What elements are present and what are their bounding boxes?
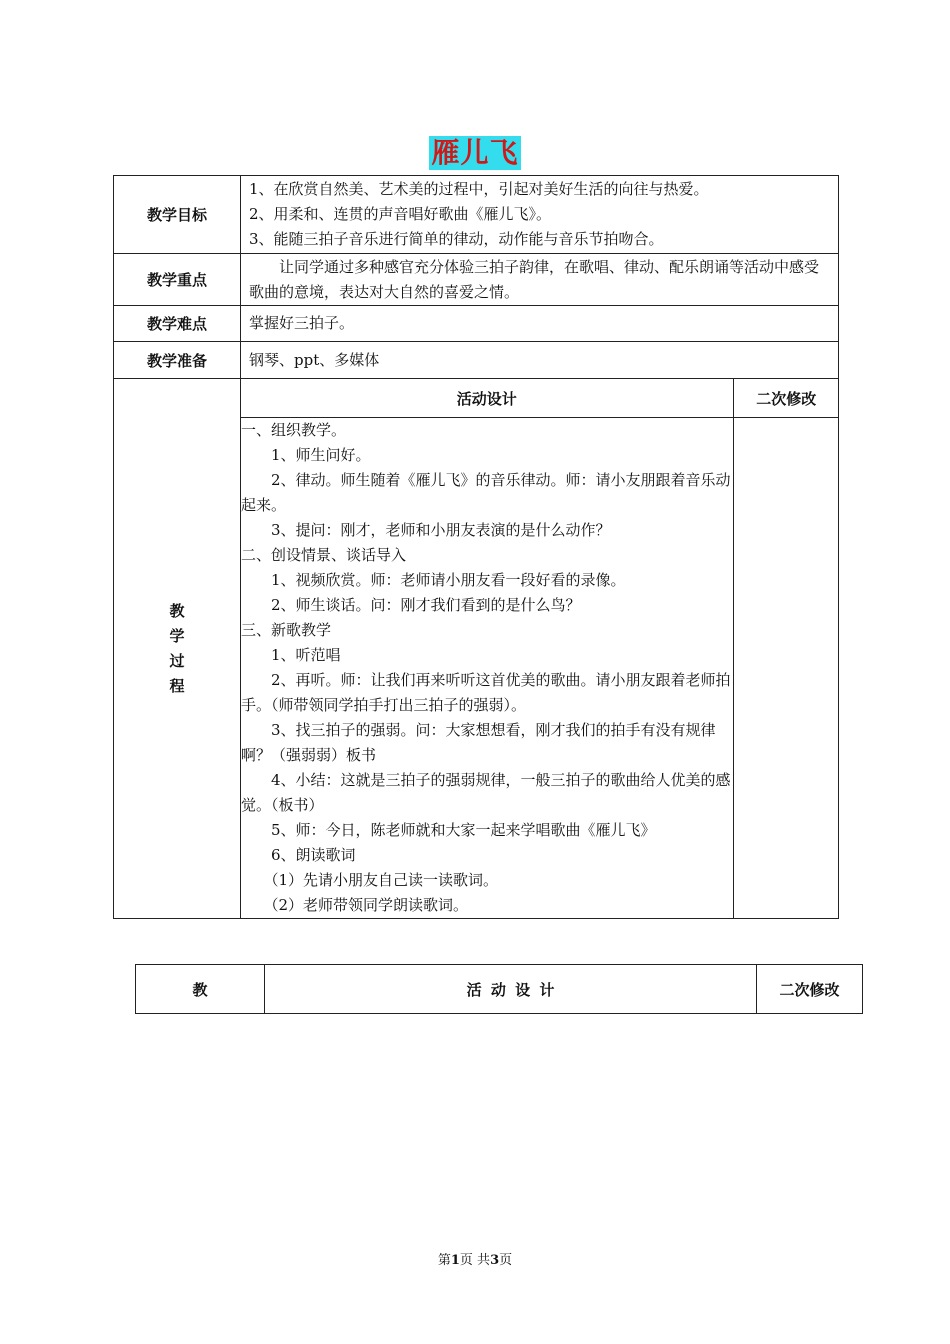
key-points-text: 让同学通过多种感官充分体验三拍子韵律，在歌唱、律动、配乐朗诵等活动中感受歌曲的意境，表达对大自然的喜爱之情。	[249, 257, 820, 301]
goal-line: 2、用柔和、连贯的声音唱好歌曲《雁儿飞》。	[249, 205, 552, 223]
activity-line: 1、师生问好。	[271, 446, 371, 464]
activity-line: 3、找三拍子的强弱。问：大家想想看，刚才我们的拍手有没有规律啊？（强弱弱）板书	[241, 721, 716, 764]
key-points-label: 教学重点	[114, 254, 241, 306]
activity-line: 4、小结：这就是三拍子的强弱规律，一般三拍子的歌曲给人优美的感觉。（板书）	[241, 771, 731, 814]
goal-line: 3、能随三拍子音乐进行简单的律动，动作能与音乐节拍吻合。	[249, 230, 664, 248]
activity-line: 二、创设情景、谈话导入	[241, 546, 407, 564]
footer-middle: 页 共	[459, 1253, 491, 1268]
footer-suffix: 页	[499, 1253, 513, 1268]
activity-line: 一、组织教学。	[241, 421, 347, 439]
difficulties-label: 教学难点	[114, 306, 241, 342]
process-body-row	[241, 418, 839, 919]
goals-content	[241, 176, 839, 254]
lesson-plan-table	[113, 175, 839, 919]
activity-line: 2、师生谈话。问：刚才我们看到的是什么鸟？	[271, 596, 581, 614]
process-row	[114, 379, 839, 919]
revision-content	[733, 418, 839, 919]
goal-line: 1、在欣赏自然美、艺术美的过程中，引起对美好生活的向往与热爱。	[249, 180, 709, 198]
activity-content	[241, 418, 733, 919]
continuation-revision-header: 二次修改	[757, 965, 863, 1014]
difficulties-row	[114, 306, 839, 342]
title-text: 雁儿飞	[431, 136, 519, 169]
continuation-table-header	[135, 964, 863, 1014]
process-label	[114, 379, 241, 919]
activity-lines	[241, 418, 733, 918]
process-label-char: 学	[169, 626, 185, 645]
preparation-row	[114, 342, 839, 379]
page-footer	[0, 1249, 950, 1268]
footer-page-number: 1	[450, 1253, 460, 1268]
activity-line: （2）老师带领同学朗读歌词。	[263, 896, 469, 914]
activity-design-header: 活动设计	[241, 379, 733, 418]
continuation-col-label: 教	[136, 965, 265, 1014]
process-label-char: 过	[169, 651, 185, 670]
preparation-label: 教学准备	[114, 342, 241, 379]
activity-line: 5、师：今日，陈老师就和大家一起来学唱歌曲《雁儿飞》	[271, 821, 656, 839]
process-cell	[241, 379, 839, 919]
activity-line: 6、朗读歌词	[271, 846, 356, 864]
page-title	[0, 132, 950, 170]
footer-total-pages: 3	[490, 1253, 500, 1268]
key-points-row	[114, 254, 839, 306]
difficulties-content: 掌握好三拍子。	[241, 306, 839, 342]
process-label-char: 教	[169, 601, 185, 620]
activity-line: 三、新歌教学	[241, 621, 332, 639]
continuation-activity-header: 活 动 设 计	[265, 965, 757, 1014]
goals-row	[114, 176, 839, 254]
activity-line: 2、再听。师：让我们再来听听这首优美的歌曲。请小朋友跟着老师拍手。（师带领同学拍手打出三拍子的强弱）。	[241, 671, 731, 714]
activity-line: 1、听范唱	[271, 646, 341, 664]
preparation-content: 钢琴、ppt、多媒体	[241, 342, 839, 379]
process-header-row	[241, 379, 839, 418]
goals-label: 教学目标	[114, 176, 241, 254]
activity-line: 1、视频欣赏。师：老师请小朋友看一段好看的录像。	[271, 571, 626, 589]
process-inner-table	[241, 379, 839, 918]
activity-line: 2、律动。师生随着《雁儿飞》的音乐律动。师：请小友朋跟着音乐动起来。	[241, 471, 731, 514]
footer-prefix: 第	[437, 1253, 451, 1268]
key-points-content	[241, 254, 839, 306]
activity-line: （1）先请小朋友自己读一读歌词。	[263, 871, 499, 889]
revision-header: 二次修改	[733, 379, 839, 418]
activity-line: 3、提问：刚才，老师和小朋友表演的是什么动作？	[271, 521, 611, 539]
continuation-header-row	[136, 965, 863, 1014]
process-label-char: 程	[169, 676, 185, 695]
